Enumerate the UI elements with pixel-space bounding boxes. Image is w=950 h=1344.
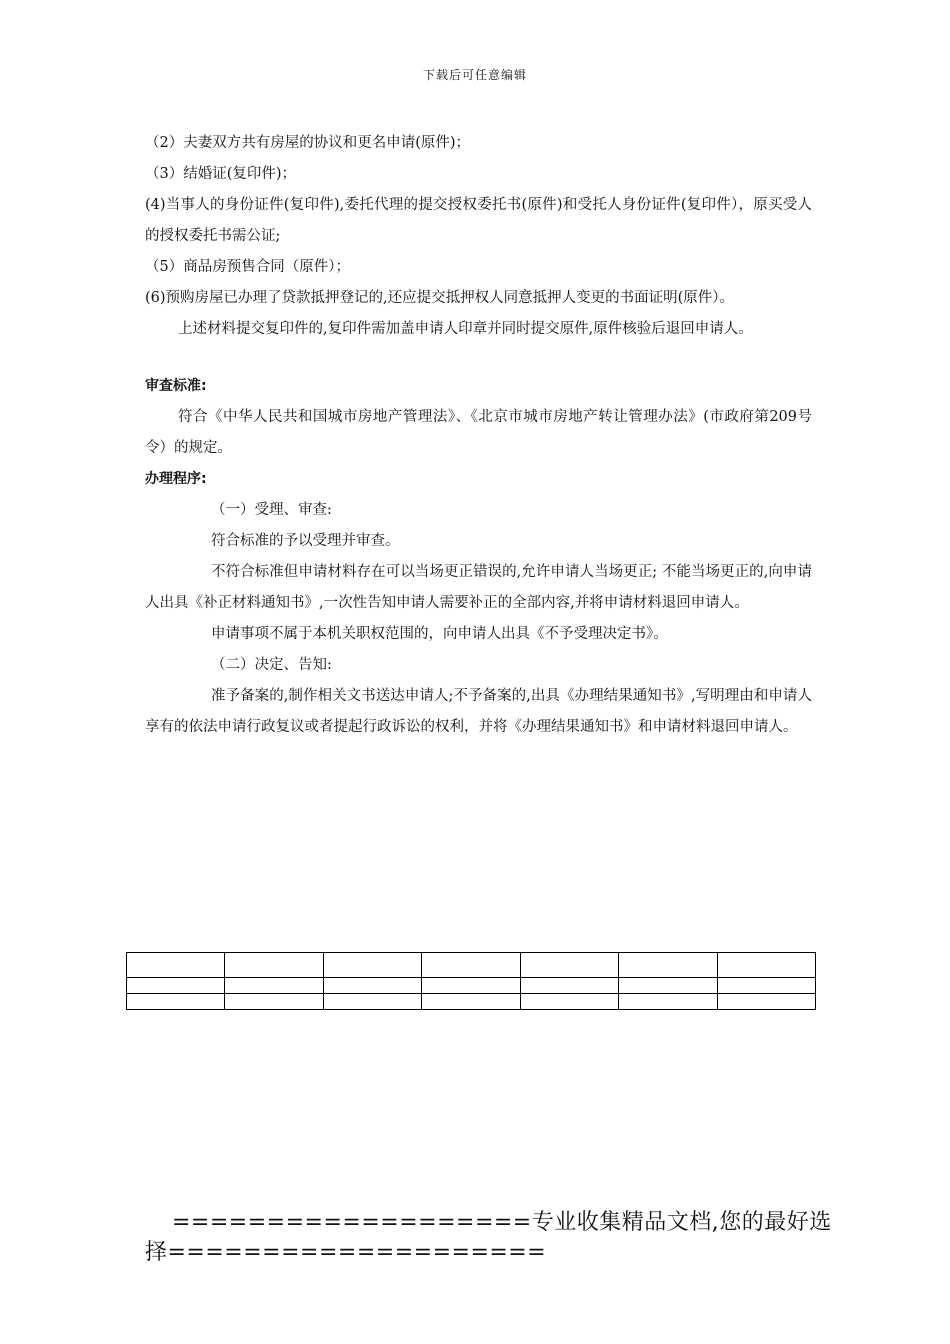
step1-paragraph-1: 符合标准的予以受理并审查。 (211, 533, 400, 549)
review-heading: 审查标准: (145, 378, 207, 394)
table-cell (422, 994, 520, 1010)
review-text: 符合《中华人民共和国城市房地产管理法》、《北京市城市房地产转让管理办法》(市政府第209号令）的规定。 (145, 409, 812, 456)
table-cell (323, 994, 421, 1010)
table-cell (520, 978, 618, 994)
footer-line-1: ===================专业收集精品文档,您的最好选 (172, 1210, 832, 1235)
table-cell (127, 978, 225, 994)
table-cell (422, 978, 520, 994)
document-body (145, 128, 812, 743)
table-cell (225, 978, 323, 994)
page-header: 下载后可任意编辑 (422, 68, 527, 82)
table-cell (717, 994, 815, 1010)
table-cell (127, 994, 225, 1010)
table-cell (619, 994, 717, 1010)
table-cell (619, 953, 717, 978)
material-item-3: （3）结婚证(复印件)； (145, 166, 297, 182)
material-item-5: （5）商品房预售合同（原件）； (145, 259, 350, 275)
material-item-6: (6)预购房屋已办理了贷款抵押登记的,还应提交抵押权人同意抵押人变更的书面证明(原件）。 (145, 290, 735, 306)
page-footer (145, 1208, 832, 1268)
empty-table (126, 952, 816, 1010)
material-item-2: （2）夫妻双方共有房屋的协议和更名申请(原件)； (145, 135, 471, 151)
material-item-4: (4)当事人的身份证件(复印件),委托代理的提交授权委托书(原件)和受托人身份证件(复印件），原买受人的授权委托书需公证; (145, 197, 812, 244)
materials-note: 上述材料提交复印件的,复印件需加盖申请人印章并同时提交原件,原件核验后退回申请人。 (178, 321, 753, 337)
table-cell (225, 994, 323, 1010)
step1-paragraph-3: 申请事项不属于本机关职权范围的，向申请人出具《不予受理决定书》。 (211, 626, 668, 642)
table-row (127, 994, 816, 1010)
table-cell (717, 978, 815, 994)
step1-title: （一）受理、审查: (211, 502, 332, 518)
table-cell (520, 994, 618, 1010)
table-row (127, 978, 816, 994)
procedure-heading: 办理程序: (145, 471, 207, 487)
table-row (127, 953, 816, 978)
table-cell (717, 953, 815, 978)
table-cell (520, 953, 618, 978)
footer-line-2: 择==================== (145, 1240, 547, 1265)
step2-title: （二）决定、告知: (211, 657, 332, 673)
table-cell (225, 953, 323, 978)
step1-paragraph-2: 不符合标准但申请材料存在可以当场更正错误的,允许申请人当场更正; 不能当场更正的,向申请人出具《补正材料通知书》,一次性告知申请人需要补正的全部内容,并将申请材料退回申请人。 (145, 564, 812, 611)
table-cell (323, 953, 421, 978)
table-cell (422, 953, 520, 978)
table-cell (127, 953, 225, 978)
step2-paragraph-1: 准予备案的,制作相关文书送达申请人;不予备案的,出具《办理结果通知书》,写明理由和申请人享有的依法申请行政复议或者提起行政诉讼的权利，并将《办理结果通知书》和申请材料退回申请人。 (145, 688, 812, 735)
table-cell (323, 978, 421, 994)
table-cell (619, 978, 717, 994)
